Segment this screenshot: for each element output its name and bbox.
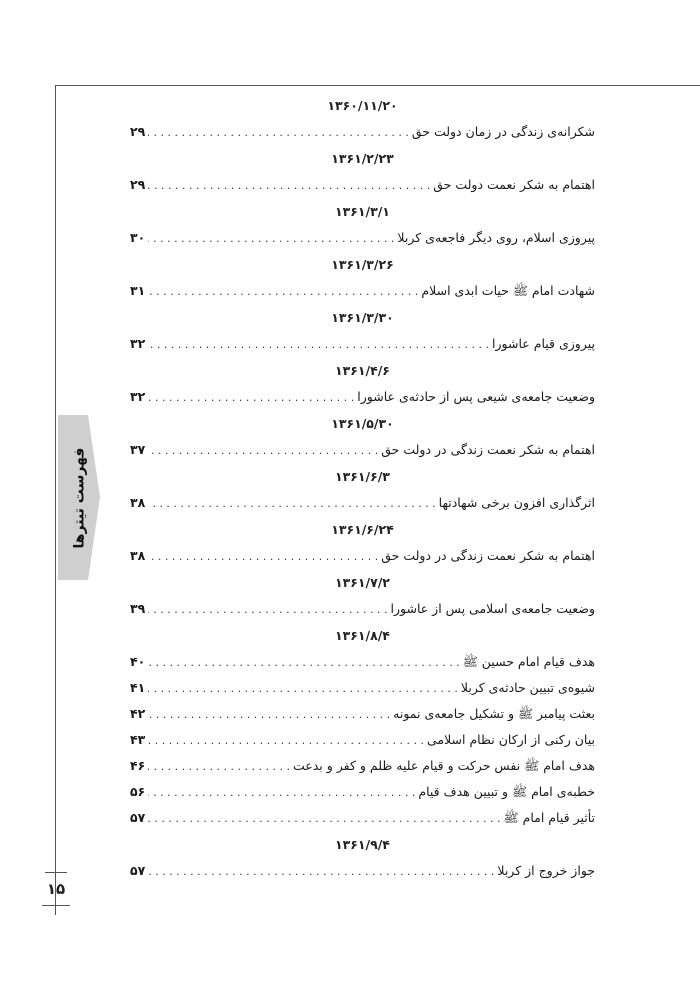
toc-entry-page: ۴۲ bbox=[130, 706, 146, 721]
toc-entry[interactable] bbox=[130, 278, 595, 304]
toc-date-heading: ۱۳۶۱/۴/۶ bbox=[335, 363, 390, 378]
section-tab bbox=[58, 415, 100, 580]
toc-entry-title: شیوه‌ی تبیین حادثه‌ی کربلا bbox=[460, 680, 595, 695]
toc-entry-page: ۴۶ bbox=[130, 758, 146, 773]
toc-entry-title: بعثت پیامبر ﷺ و تشکیل جامعه‌ی نمونه bbox=[393, 706, 595, 721]
toc-entry[interactable] bbox=[130, 543, 595, 569]
toc-dot-leader bbox=[148, 728, 424, 754]
toc-dot-leader bbox=[148, 438, 378, 464]
toc-entry[interactable] bbox=[130, 172, 595, 198]
page-number-underline bbox=[42, 905, 70, 906]
toc-entry-page: ۳۰ bbox=[130, 230, 146, 245]
toc-date-heading: ۱۳۶۰/۱۱/۲۰ bbox=[327, 98, 398, 113]
toc-entry-title: جواز خروج از کربلا bbox=[497, 863, 595, 878]
toc-date-heading: ۱۳۶۱/۶/۲۴ bbox=[331, 522, 394, 537]
toc-entry-page: ۳۷ bbox=[130, 442, 146, 457]
toc-entry[interactable] bbox=[130, 779, 595, 805]
toc-entry[interactable] bbox=[130, 701, 595, 727]
toc-dot-leader bbox=[148, 385, 354, 411]
toc-entry[interactable] bbox=[130, 225, 595, 251]
toc-entry-page: ۳۹ bbox=[130, 601, 146, 616]
toc-date-heading: ۱۳۶۱/۳/۲۶ bbox=[331, 257, 394, 272]
toc-entry-page: ۳۱ bbox=[130, 283, 146, 298]
toc-entry[interactable] bbox=[130, 331, 595, 357]
page-number: ۱۵ bbox=[46, 880, 66, 898]
toc-entry-page: ۳۲ bbox=[130, 336, 146, 351]
toc-entry[interactable] bbox=[130, 119, 595, 145]
toc-entry[interactable] bbox=[130, 858, 595, 884]
toc-entry-title: هدف قیام امام حسین ﷺ bbox=[462, 654, 595, 669]
toc-entry-title: پیروزی قیام عاشورا bbox=[492, 336, 595, 351]
toc-entry-page: ۲۹ bbox=[130, 124, 146, 139]
toc-dot-leader bbox=[148, 859, 494, 885]
toc-entry-page: ۳۸ bbox=[130, 495, 146, 510]
toc-entry[interactable] bbox=[130, 753, 595, 779]
toc-entry-page: ۵۷ bbox=[130, 863, 146, 878]
toc-entry-page: ۵۷ bbox=[130, 810, 146, 825]
section-tab-label: فهرست تیترها bbox=[71, 447, 88, 548]
toc-entry-title: اهتمام به شکر نعمت زندگی در دولت حق bbox=[381, 442, 595, 457]
toc-entry-title: خطبه‌ی امام ﷺ و تبیین هدف قیام bbox=[418, 784, 595, 799]
toc-entry-title: اهتمام به شکر نعمت زندگی در دولت حق bbox=[381, 548, 595, 563]
toc-dot-leader bbox=[148, 676, 458, 702]
toc-dot-leader bbox=[148, 173, 430, 199]
toc-date-heading: ۱۳۶۱/۸/۴ bbox=[335, 628, 390, 643]
toc-entry-title: تأثیر قیام امام ﷺ bbox=[503, 810, 595, 825]
toc-entry[interactable] bbox=[130, 490, 595, 516]
toc-dot-leader bbox=[148, 332, 489, 358]
toc-entry[interactable] bbox=[130, 727, 595, 753]
toc-dot-leader bbox=[148, 544, 378, 570]
toc-entry-title: اثرگذاری افزون برخی شهادتها bbox=[438, 495, 595, 510]
toc-entry[interactable] bbox=[130, 384, 595, 410]
toc-date-heading: ۱۳۶۱/۲/۲۳ bbox=[331, 151, 394, 166]
toc-entry-title: هدف امام ﷺ نفس حرکت و قیام علیه ظلم و کفر و بدعت bbox=[292, 758, 595, 773]
toc-dot-leader bbox=[148, 780, 415, 806]
page-number-tick bbox=[45, 872, 67, 873]
toc-dot-leader bbox=[148, 650, 459, 676]
toc-dot-leader bbox=[148, 806, 500, 832]
toc-date-heading: ۱۳۶۱/۵/۳۰ bbox=[331, 416, 394, 431]
toc-entry-page: ۲۹ bbox=[130, 177, 146, 192]
toc-date-heading: ۱۳۶۱/۶/۳ bbox=[335, 469, 390, 484]
toc-entry-title: اهتمام به شکر نعمت دولت حق bbox=[433, 177, 595, 192]
toc-dot-leader bbox=[148, 226, 394, 252]
toc-entry-page: ۵۶ bbox=[130, 784, 146, 799]
toc-entry-page: ۳۸ bbox=[130, 548, 146, 563]
toc-entry-title: بیان رکنی از ارکان نظام اسلامی bbox=[426, 732, 595, 747]
toc-entry-title: پیروزی اسلام، روی دیگر فاجعه‌ی کربلا bbox=[397, 230, 595, 245]
toc-entry-title: شهادت امام ﷺ حیات ابدی اسلام bbox=[421, 283, 595, 298]
toc-entry[interactable] bbox=[130, 649, 595, 675]
frame-left-rule bbox=[55, 85, 56, 915]
toc-entry[interactable] bbox=[130, 675, 595, 701]
toc-date-heading: ۱۳۶۱/۹/۴ bbox=[335, 837, 390, 852]
toc-dot-leader bbox=[148, 279, 418, 305]
toc-dot-leader bbox=[148, 754, 290, 780]
toc-entry-page: ۴۱ bbox=[130, 680, 146, 695]
frame-top-rule bbox=[55, 85, 700, 86]
toc-entry-title: وضعیت جامعه‌ی شیعی پس از حادثه‌ی عاشورا bbox=[357, 389, 595, 404]
toc-entry-title: وضعیت جامعه‌ی اسلامی پس از عاشورا bbox=[390, 601, 595, 616]
toc-entry[interactable] bbox=[130, 805, 595, 831]
toc-entry-page: ۴۰ bbox=[130, 654, 146, 669]
toc-date-heading: ۱۳۶۱/۳/۱ bbox=[335, 204, 390, 219]
table-of-contents bbox=[130, 92, 595, 884]
toc-date-heading: ۱۳۶۱/۷/۲ bbox=[335, 575, 390, 590]
toc-entry[interactable] bbox=[130, 437, 595, 463]
toc-dot-leader bbox=[148, 702, 390, 728]
toc-date-heading: ۱۳۶۱/۳/۳۰ bbox=[331, 310, 394, 325]
toc-dot-leader bbox=[148, 491, 435, 517]
toc-entry[interactable] bbox=[130, 596, 595, 622]
toc-entry-title: شکرانه‌ی زندگی در زمان دولت حق bbox=[411, 124, 595, 139]
toc-entry-page: ۴۳ bbox=[130, 732, 146, 747]
toc-entry-page: ۳۲ bbox=[130, 389, 146, 404]
toc-dot-leader bbox=[148, 597, 387, 623]
toc-dot-leader bbox=[148, 120, 409, 146]
